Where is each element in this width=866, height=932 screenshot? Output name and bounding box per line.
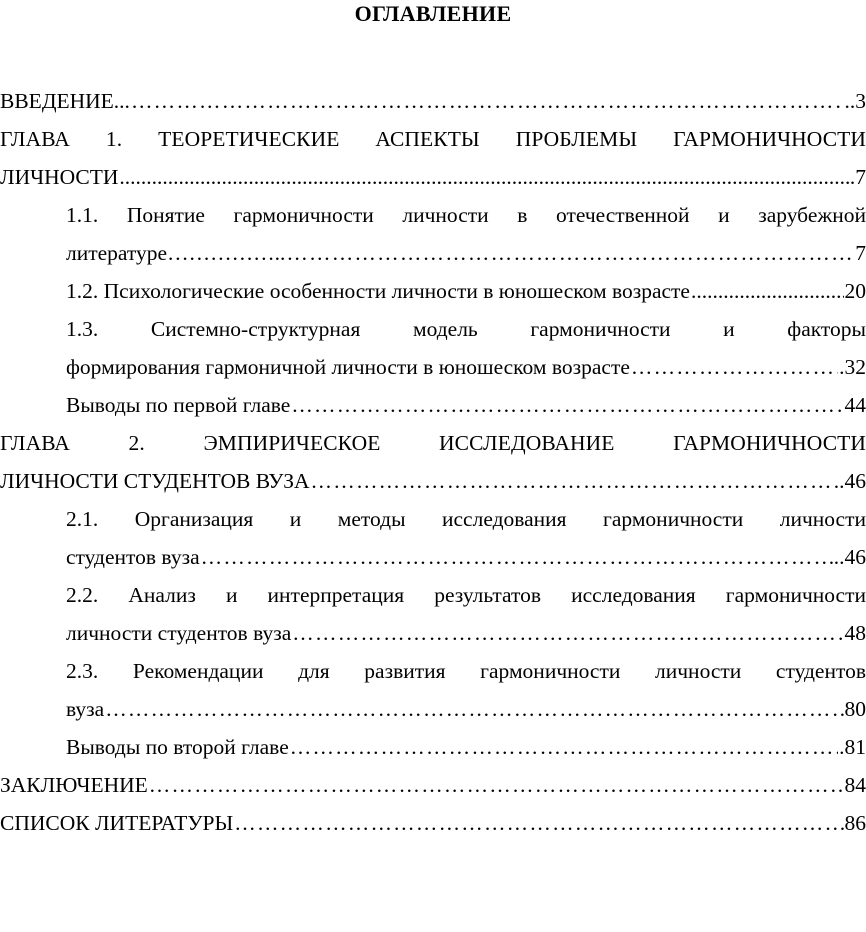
- toc-entry-text: ВВЕДЕНИЕ...: [0, 89, 130, 113]
- toc-entry-section-1-1-line-1[interactable]: [0, 196, 866, 234]
- toc-entry-text: ЛИЧНОСТИ: [0, 165, 119, 189]
- toc-entry-text: Выводы по второй главе: [66, 735, 289, 759]
- toc-entry-section-1-1-line-2[interactable]: [0, 234, 866, 272]
- toc-entry-section-2-3-line-2[interactable]: [0, 690, 866, 728]
- toc-entry-text: Выводы по первой главе: [66, 393, 291, 417]
- toc-entry-section-1-3-line-2[interactable]: [0, 348, 866, 386]
- toc-entry-text: ГЛАВА 1. ТЕОРЕТИЧЕСКИЕ АСПЕКТЫ ПРОБЛЕМЫ ГАРМОНИЧНОСТИ: [0, 127, 866, 151]
- toc-page-number: .81: [839, 735, 866, 759]
- toc-entry-section-2-3-line-1[interactable]: [0, 652, 866, 690]
- toc-entry-section-2-1-line-2[interactable]: [0, 538, 866, 576]
- toc-entry-chapter-2-line-1[interactable]: [0, 424, 866, 462]
- toc-leader-dots: [631, 348, 838, 386]
- toc-page-number: 48: [844, 621, 866, 645]
- toc-entry-text: ЗАКЛЮЧЕНИЕ: [0, 773, 148, 797]
- toc-title: ОГЛАВЛЕНИЕ: [354, 1, 512, 26]
- toc-page-number: ..46: [833, 545, 866, 569]
- toc-leader-dots: [292, 614, 843, 652]
- toc-entry-text: СПИСОК ЛИТЕРАТУРЫ: [0, 811, 234, 835]
- toc-entry-text: 2.2. Анализ и интерпретация результатов исследования гармоничности: [66, 583, 866, 607]
- toc-leader-dots: [311, 462, 833, 500]
- toc-entry-section-2-2-line-1[interactable]: [0, 576, 866, 614]
- toc-leader-dots: [119, 158, 848, 196]
- toc-entry-section-1-2[interactable]: [0, 272, 866, 310]
- toc-entry-text: 1.3. Системно-структурная модель гармоничности и факторы: [66, 317, 866, 341]
- toc-entry-chapter-2-conclusions[interactable]: [0, 728, 866, 766]
- toc-entry-conclusion[interactable]: [0, 766, 866, 804]
- toc-leader-dots: [286, 234, 854, 272]
- toc-entry-introduction[interactable]: [0, 82, 866, 120]
- toc-entry-bibliography[interactable]: [0, 804, 866, 842]
- toc-entry-chapter-1-line-1[interactable]: [0, 120, 866, 158]
- toc-page-number: 86: [844, 811, 866, 835]
- toc-leader-dots: [234, 804, 843, 842]
- toc-page-number: ..46: [833, 469, 866, 493]
- toc-entry-chapter-1-conclusions[interactable]: [0, 386, 866, 424]
- toc-page-number: 44: [844, 393, 866, 417]
- toc-entry-section-2-2-line-2[interactable]: [0, 614, 866, 652]
- toc-entry-chapter-2-line-2[interactable]: [0, 462, 866, 500]
- toc-leader-dots: [290, 728, 838, 766]
- toc-page-number: .32: [839, 355, 866, 379]
- toc-entry-text: ГЛАВА 2. ЭМПИРИЧЕСКОЕ ИССЛЕДОВАНИЕ ГАРМОНИЧНОСТИ: [0, 431, 866, 455]
- toc-entry-text: ЛИЧНОСТИ СТУДЕНТОВ ВУЗА: [0, 469, 310, 493]
- toc-leader-dots: [691, 272, 844, 310]
- toc-entry-text: формирования гармоничной личности в юношеском возрасте: [66, 355, 630, 379]
- toc-entry-text: 2.1. Организация и методы исследования гармоничности личности: [66, 507, 866, 531]
- toc-page-number: 80: [844, 697, 866, 721]
- toc-page-number: ..3: [844, 89, 866, 113]
- toc-entry-chapter-1-line-2[interactable]: [0, 158, 866, 196]
- toc-leader-dots: [105, 690, 843, 728]
- toc-page-number: 84: [844, 773, 866, 797]
- toc-leader-dots: [131, 82, 844, 120]
- toc-entry-text: студентов вуза: [66, 545, 200, 569]
- toc-leader-dots: [201, 538, 833, 576]
- toc-page-number: 20: [844, 279, 866, 303]
- toc-entry-text: личности студентов вуза: [66, 621, 292, 645]
- toc-entry-text: 1.2. Психологические особенности личности в юношеском возрасте: [66, 279, 690, 303]
- toc-entry-section-2-1-line-1[interactable]: [0, 500, 866, 538]
- toc-page-number: 7: [855, 241, 866, 265]
- toc-leader-dots: [149, 766, 844, 804]
- toc-entry-text: 1.1. Понятие гармоничности личности в отечественной и зарубежной: [66, 203, 866, 227]
- toc-entry-text: 2.3. Рекомендации для развития гармоничности личности студентов: [66, 659, 866, 683]
- toc-entry-text: вуза: [66, 697, 105, 721]
- table-of-contents: [0, 82, 866, 842]
- toc-entry-section-1-3-line-1[interactable]: [0, 310, 866, 348]
- toc-leader-dots: [291, 386, 843, 424]
- toc-entry-text: литературе……………..: [66, 241, 286, 265]
- toc-page-number: .7: [849, 165, 866, 189]
